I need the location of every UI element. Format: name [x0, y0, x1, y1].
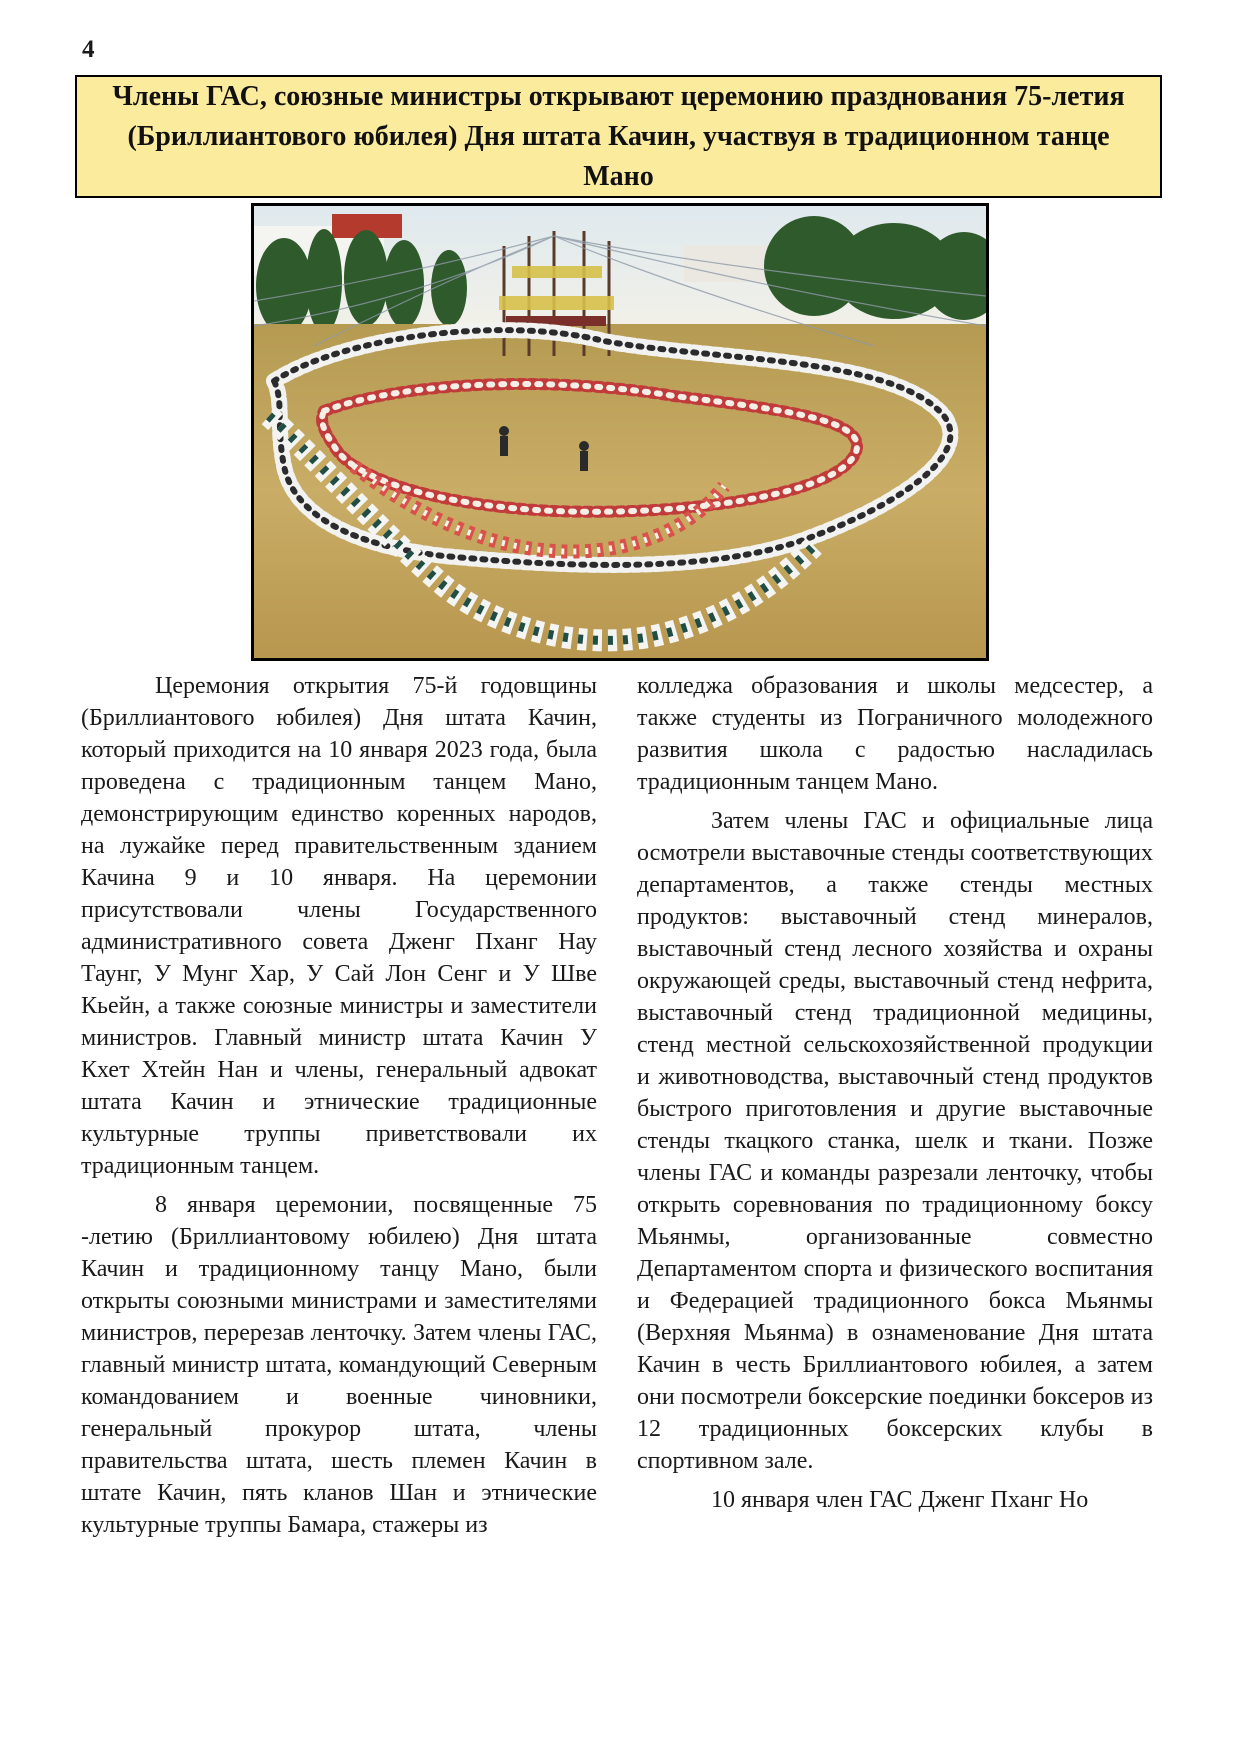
photo [251, 203, 989, 661]
column-left [81, 670, 597, 1548]
paragraph: 8 января церемонии, посвященные 75 -летию (Бриллиантовому юбилею) Дня штата Качин и традиционному танцу Мано, были открыты союзными министрами и заместителями министров, перерезав ленточку. Затем члены ГАС, главный министр штата, командующий Северным командованием и военные чиновники, генеральный прокурор штата, члены правительства штата, шесть племен Качин в штате Качин, пять кланов Шан и этнические культурные труппы Бамара, стажеры из [81, 1192, 597, 1538]
paragraph: 10 января член ГАС Дженг Пханг Но [711, 1487, 1089, 1513]
paragraph: Затем члены ГАС и официальные лица осмотрели выставочные стенды соответствующих департаментов, а также стенды местных продуктов: выставочный стенд минералов, выставочный стенд лесного хозяйства и охраны окружающей среды, выставочный стенд нефрита, выставочный стенд традиционной медицины, стенд местной сельскохозяйственной продукции и животноводства, выставочный стенд продуктов быстрого приготовления и другие выставочные стенды ткацкого станка, шелк и ткани. Позже члены ГАС и команды разрезали ленточку, чтобы открыть соревнования по традиционному боксу Мьянмы, организованные совместно Департаментом спорта и физического воспитания и Федерацией традиционного бокса Мьянмы (Верхняя Мьянма) в ознаменование Дня штата Качин в честь Бриллиантового юбилея, а затем они посмотрели боксерские поединки боксеров из 12 традиционных боксерских клубы в спортивном зале. [637, 808, 1153, 1474]
page-number: 4 [82, 36, 95, 63]
headline-box [75, 75, 1162, 198]
headline: Члены ГАС, союзные министры открывают церемонию празднования 75-летия (Бриллиантового юбилея) Дня штата Качин, участвуя в традиционном танце Мано [112, 80, 1125, 192]
paragraph: колледжа образования и школы медсестер, а также студенты из Пограничного молодежного развития школа с радостью насладилась традиционным танцем Мано. [637, 673, 1153, 795]
column-right [637, 670, 1153, 1523]
paragraph: Церемония открытия 75-й годовщины (Бриллиантового юбилея) Дня штата Качин, который приходится на 10 января 2023 года, была проведена с традиционным танцем Мано, демонстрирующим единство коренных народов, на лужайке перед правительственным зданием Качина 9 и 10 января. На церемонии присутствовали члены Государственного административного совета Дженг Пханг Нау Таунг, У Мунг Хар, У Сай Лон Сенг и У Шве Кьейн, а также союзные министры и заместители министров. Главный министр штата Качин У Кхет Хтейн Нан и члены, генеральный адвокат штата Качин и этнические традиционные культурные труппы приветствовали их традиционным танцем. [81, 673, 597, 1179]
photo-illustration [254, 206, 986, 658]
